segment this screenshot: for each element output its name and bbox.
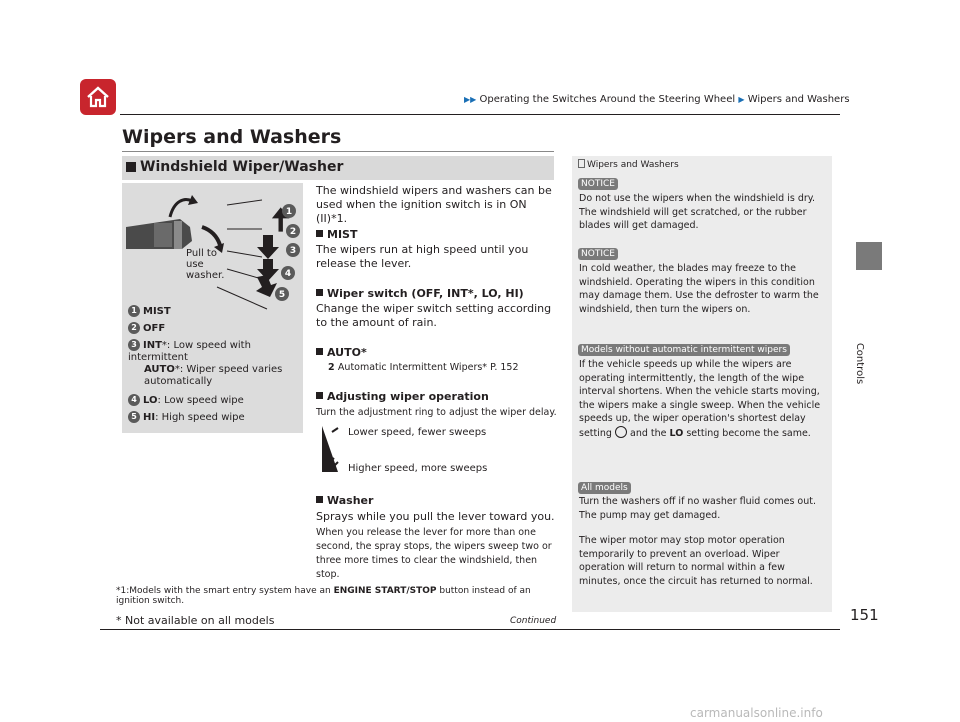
legend-desc: *: Wiper speed varies automatically <box>144 364 283 387</box>
auto-reference-label: Automatic Intermittent Wipers* P. 152 <box>337 362 519 373</box>
legend-desc: *: Low speed with intermittent <box>128 340 251 363</box>
models-text-body: If the vehicle speeds up while the wipers are operating intermittently, the length of the wipe interval shortens. When the vehicle starts moving, the wipers make a single sweep. When the vehicle speeds up, the wiper operation's shortest delay setting <box>579 359 821 439</box>
reference-arrow-icon: 2 <box>328 362 338 373</box>
svg-text:5: 5 <box>278 290 286 300</box>
notice-badge: NOTICE <box>578 178 618 190</box>
svg-text:2: 2 <box>289 227 297 237</box>
home-icon[interactable] <box>80 79 116 115</box>
legend-item-lo <box>128 394 244 407</box>
footnote-text: *1:Models with the smart entry system have an <box>116 586 334 596</box>
notes-header <box>578 159 679 170</box>
legend-label: OFF <box>143 323 166 334</box>
wiper-switch-heading-label: Wiper switch (OFF, INT*, LO, HI) <box>327 287 524 300</box>
wiper-switch-text: Change the wiper switch setting according to the amount of rain. <box>316 302 552 329</box>
washer-detail-text: When you release the lever for more than one second, the spray stops, the wipers sweep two or three more times to clear the windshield, then stop. <box>316 527 552 580</box>
auto-heading <box>316 346 367 359</box>
mist-heading <box>316 228 357 241</box>
header-rule <box>120 114 840 115</box>
adjustment-ring-icon <box>318 422 342 476</box>
legend-label: INT <box>143 340 162 351</box>
notes-panel <box>572 156 832 612</box>
legend-item-hi <box>128 411 245 424</box>
number-3-icon: 3 <box>128 339 140 351</box>
section-header <box>122 156 554 180</box>
breadcrumb-arrow-icon: ▶▶ <box>464 95 477 104</box>
reference-icon <box>578 159 585 168</box>
page-title: Wipers and Washers <box>122 126 342 148</box>
number-1-icon: 1 <box>128 305 140 317</box>
breadcrumb-link-operating-switches[interactable]: Operating the Switches Around the Steering Wheel <box>479 94 736 105</box>
wiper-switch-heading <box>316 287 524 300</box>
legend-label: LO <box>143 395 158 406</box>
section-title: Windshield Wiper/Washer <box>140 159 344 175</box>
higher-speed-label: Higher speed, more sweeps <box>348 463 488 474</box>
washer-text: Sprays while you pull the lever toward you. <box>316 510 555 523</box>
legend-item-mist <box>128 305 171 318</box>
square-bullet-icon <box>316 392 323 399</box>
square-bullet-icon <box>316 289 323 296</box>
number-4-icon: 4 <box>128 394 140 406</box>
footnote-text-end: button instead of an ignition switch. <box>116 586 531 606</box>
square-bullet-icon <box>316 496 323 503</box>
legend-label: AUTO <box>144 364 175 375</box>
all-models-text-1: Turn the washers off if no washer fluid comes out. The pump may get damaged. <box>579 496 816 521</box>
lower-speed-label: Lower speed, fewer sweeps <box>348 427 487 438</box>
all-models-badge: All models <box>578 482 631 494</box>
svg-text:3: 3 <box>289 246 297 256</box>
house-icon <box>85 84 111 110</box>
notes-header-label: Wipers and Washers <box>587 160 679 170</box>
mist-text: The wipers run at high speed until you release the lever. <box>316 243 529 270</box>
page-number: 151 <box>850 606 879 624</box>
breadcrumb-arrow-icon: ▶ <box>738 95 745 104</box>
footnote-bold: ENGINE START/STOP <box>333 586 437 596</box>
legend-desc: : High speed wipe <box>155 412 245 423</box>
title-rule <box>122 151 554 152</box>
intro-text: The windshield wipers and washers can be used when the ignition switch is in ON (II)*1. <box>316 184 552 225</box>
legend-item-int <box>128 339 278 364</box>
square-bullet-icon <box>316 230 323 237</box>
legend-item-auto <box>144 364 289 388</box>
breadcrumb <box>464 94 850 105</box>
models-text <box>579 358 823 440</box>
int-delay-icon <box>615 426 627 438</box>
notice-1-text: Do not use the wipers when the windshield is dry. The windshield will get scratched, or the rubber blades will get damaged. <box>579 193 816 231</box>
washer-heading <box>316 494 373 507</box>
models-badge: Models without automatic intermittent wipers <box>578 344 790 356</box>
adjusting-heading-label: Adjusting wiper operation <box>327 390 489 403</box>
chapter-tab-label: Controls <box>854 342 866 385</box>
pull-to-use-washer-label: Pull to use washer. <box>186 248 225 281</box>
legend-label: HI <box>143 412 156 423</box>
footnote <box>116 586 556 606</box>
legend-label: MIST <box>143 306 171 317</box>
not-available-note: * Not available on all models <box>116 614 275 627</box>
models-text-lo: LO <box>669 427 684 439</box>
svg-text:1: 1 <box>285 207 293 217</box>
number-2-icon: 2 <box>128 322 140 334</box>
adjusting-heading <box>316 390 489 403</box>
svg-text:4: 4 <box>284 269 292 279</box>
chapter-tab-marker <box>856 242 882 270</box>
notice-badge: NOTICE <box>578 248 618 260</box>
square-bullet-icon <box>126 162 136 172</box>
chapter-tab[interactable] <box>854 336 875 396</box>
models-text-end: setting become the same. <box>686 427 811 439</box>
models-text-and: and the <box>630 427 667 439</box>
footer-rule <box>100 629 840 630</box>
auto-heading-label: AUTO* <box>327 346 367 359</box>
washer-heading-label: Washer <box>327 494 374 507</box>
mist-heading-label: MIST <box>327 228 358 241</box>
adjusting-text: Turn the adjustment ring to adjust the wiper delay. <box>316 407 557 418</box>
auto-reference-link[interactable] <box>328 361 519 375</box>
square-bullet-icon <box>316 348 323 355</box>
continued-label: Continued <box>510 616 557 626</box>
all-models-text-2: The wiper motor may stop motor operation temporarily to prevent an overload. Wiper operation will return to normal within a few minutes, once the circuit has returned to normal. <box>579 535 813 587</box>
number-5-icon: 5 <box>128 411 140 423</box>
watermark: carmanualsonline.info <box>690 706 823 720</box>
legend-desc: : Low speed wipe <box>157 395 244 406</box>
legend-item-off <box>128 322 165 335</box>
notice-2-text: In cold weather, the blades may freeze to the windshield. Operating the wipers in this condition may damage them. Use the defroster to warm the windshield, then turn the wipers on. <box>579 263 819 315</box>
breadcrumb-current: Wipers and Washers <box>747 94 850 105</box>
